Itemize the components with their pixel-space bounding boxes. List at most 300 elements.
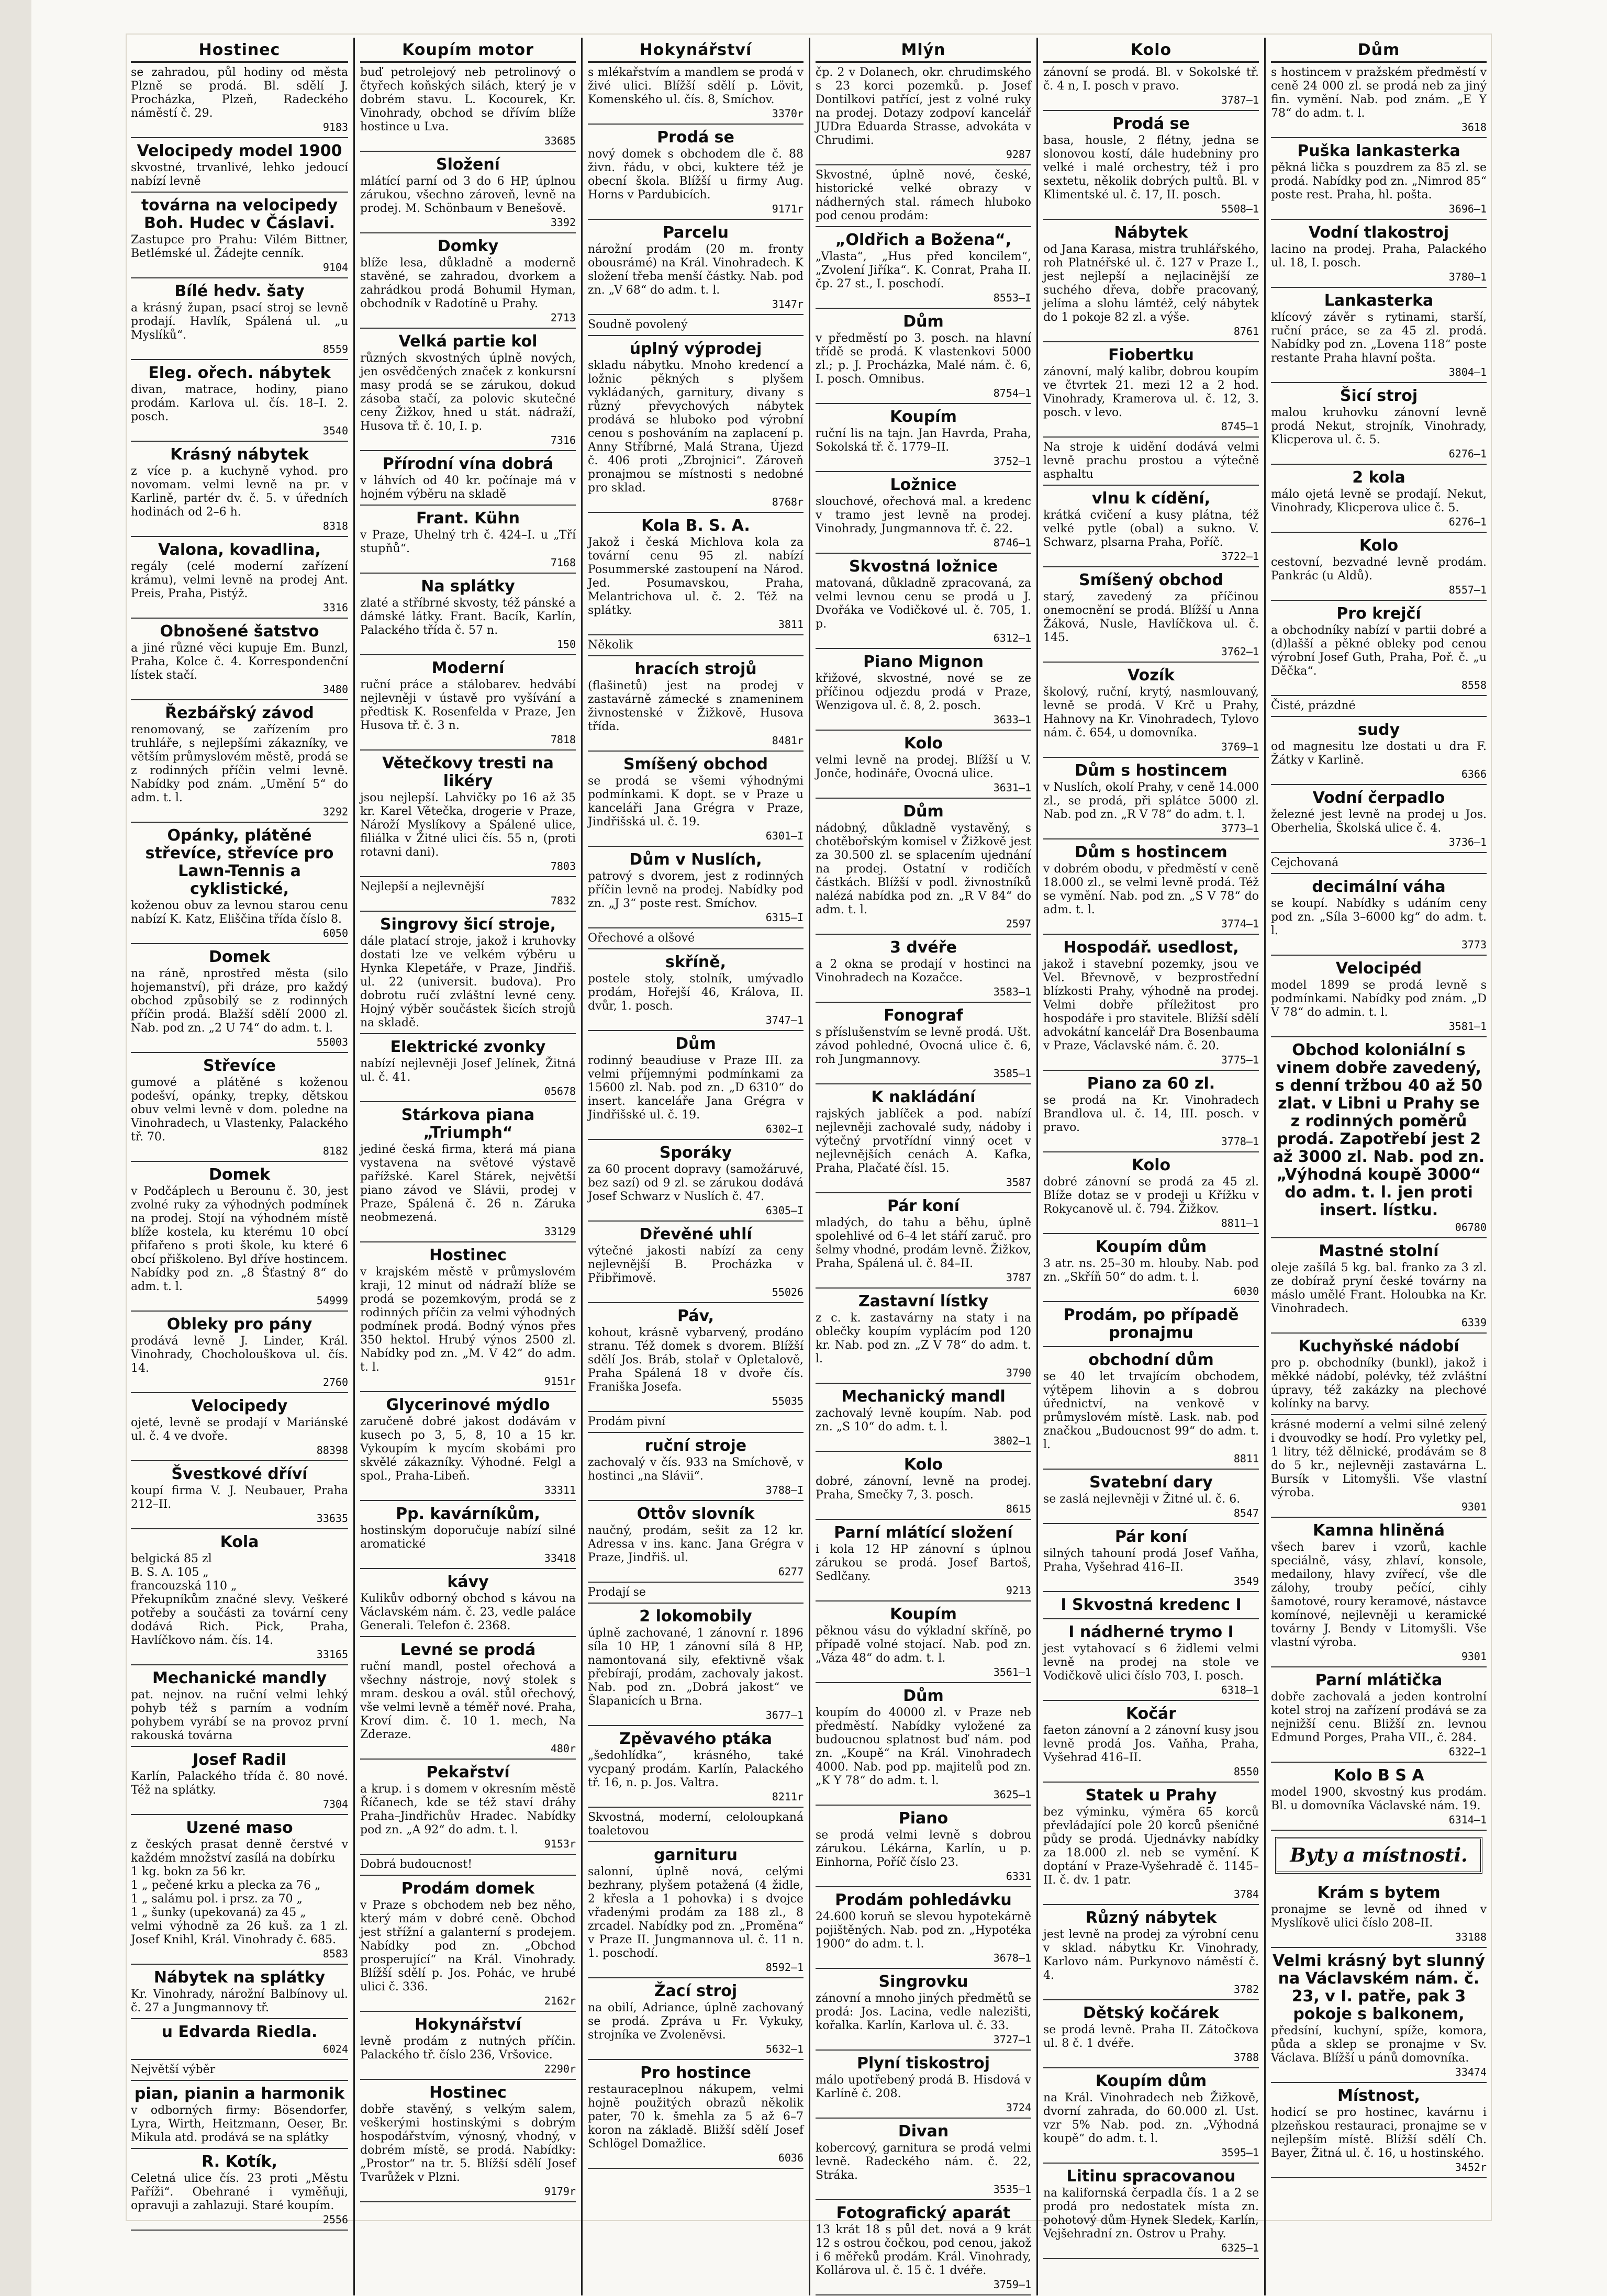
ad-title: Mastné stolní — [1319, 1242, 1439, 1260]
ad-code: 9213 — [1006, 1584, 1031, 1597]
ad-code: 7168 — [550, 556, 576, 569]
ad-body: Skvostné, úplně nové, české, historické velké obrazy v nádherných stal. rámech hluboko pod cenou prodám: — [816, 169, 1031, 222]
ad-body: Zastupce pro Prahu: Vilém Bittner, Betlémské ul. Žádejte cenník. — [131, 233, 348, 260]
ad-code: 2162r — [544, 1995, 576, 2007]
ad-code: 3585–1 — [993, 1067, 1031, 1080]
ad-body: nádobný, důkladně vystavěný, s chotěbořským komisel v Žižkově jest za 30.500 zl. se splacením ujednání na prodej. Ostatní v rodičích částkách. Blížší v podl. živnostníků nalézá nabídka pod zn. „R V 84“ do adm. t. l. — [816, 822, 1031, 916]
ad-body: 3 atr. ns. 25–30 m. hlouby. Nab. pod zn. „Skříň 50“ do adm. t. l. — [1043, 1257, 1259, 1284]
ad-body: mladých, do tahu a běhu, úplně spolehlivé od 6–4 let stáří zaruč. pro šelmy vhodné, prodám levně. Žižkov, Praha, Spálená ul. č. 84–II. — [816, 1216, 1031, 1270]
ad-title: Fonograf — [884, 1006, 963, 1025]
classified-ad — [131, 1965, 348, 2019]
ad-title: Hokynářství — [415, 2015, 521, 2034]
ad-body: silných tahouní prodá Josef Vaňha, Praha, Vyšehrad 416–II. — [1043, 1547, 1259, 1574]
classified-ad — [360, 1242, 576, 1392]
ad-code: 3677–1 — [765, 1709, 804, 1721]
classified-ad — [360, 1034, 576, 1102]
classified-ad — [816, 799, 1031, 935]
classified-ad — [360, 751, 576, 877]
ad-body: zánovní se prodá. Bl. v Sokolské tř. č. 4 n, I. posch v pravo. — [1043, 66, 1259, 93]
ad-body: zánovní a mnoho jiných předmětů se prodá: Jos. Lacina, vedle nalezišti, kořalka. Karlín, Karlova ul. č. 33. — [816, 1992, 1031, 2032]
ad-title: Singrovy šicí stroje, — [380, 915, 556, 934]
classified-ad — [1271, 1763, 1487, 1831]
classified-ad — [816, 404, 1031, 472]
column-2 — [353, 38, 581, 2295]
ad-body: od Jana Karasa, mistra truhlářského, roh Platnéřské ul. č. 127 v Praze I., jest nejlepší a nejlacinější ze suchého dřeva, dobře pracovaný, jelíma a slohu lámtéž, celý nábytek do 1 pokoje 82 zl. a výše. — [1043, 243, 1259, 324]
ad-title: Kola B. S. A. — [641, 517, 750, 535]
classified-ad — [360, 1876, 576, 2012]
ad-body: pěknou vásu do výkladní skříně, po případě volné stojací. Nab. pod zn. „Váza 48“ do adm. t. l. — [816, 1625, 1031, 1665]
ad-body: s mlékařstvím a mandlem se prodá v živé ulici. Blížší sdělí p. Lövit, Komenského ul. čís. 8, Smíchov. — [588, 66, 804, 106]
ad-title: Domky — [437, 237, 499, 255]
column-header: Kolo — [1043, 38, 1259, 63]
ad-code: 3581–1 — [1448, 1020, 1487, 1033]
ad-code: 6277 — [778, 1565, 804, 1578]
ad-body: od magnesitu lze dostati u dra F. Žátky v Karlině. — [1271, 740, 1487, 767]
ad-code: 33188 — [1455, 1931, 1487, 1943]
classified-ad — [1271, 220, 1487, 288]
ad-body: a obchodníky nabízí v partii dobré a (d)lašší a pěkné obleky pod cenou výrobní Josef Guth, Praha, Poř. č. „u Děčka“. — [1271, 624, 1487, 678]
ad-body: matovaná, důkladně zpracovaná, za velmi levnou cenu se prodá u J. Dvořáka ve Vodičkové ul. č. 705, 1. p. — [816, 577, 1031, 631]
ad-title: Piano — [898, 1809, 948, 1828]
ad-code: 3787 — [1006, 1271, 1031, 1284]
ad-code: 8583 — [322, 1947, 348, 1960]
classified-ad — [816, 1289, 1031, 1384]
classified-ad — [588, 1412, 804, 1433]
ad-body: bez výminku, výměra 65 korců převládající pole 20 korců pšeničné půdy se prodá. Ujednávky nabídky za 18.000 zl. neb se vymění. K doptání v Praze-Vyšehradě č. 1145–II. č. dv. 1 patr. — [1043, 1806, 1259, 1887]
classified-ad — [131, 193, 348, 278]
ad-body: (flašinetů) jest na prodej v zastavárně zámecké s znameninem živnostenské v Žižkově, Husova třída. — [588, 679, 804, 733]
ad-body: cestovní, bezvadné levně prodám. Pankrác (u Aldů). — [1271, 556, 1487, 583]
ad-body: postele stoly, stolník, umývadlo prodám, Hořejší 46, Králova, II. dvůr, 1. posch. — [588, 972, 804, 1013]
ad-body: krásné moderní a velmi silné zelený i dvouvodky se hodí. Pro vyletky pel, 1 litry, též dělnické, prodávám se 8 do 5 kr., nejlevněji zastavárna L. Bursík v Litomyšli. Vše vlastní výroba. — [1271, 1418, 1487, 1499]
classified-ad — [816, 1601, 1031, 1683]
ad-body: malou kruhovku zánovní levně prodá Nekut, strojník, Vinohrady, Klicperova ul. č. 5. — [1271, 406, 1487, 446]
ad-body: málo ojetá levně se prodají. Nekut, Vinohrady, Klicperova ulice č. 5. — [1271, 488, 1487, 514]
ad-body: se prodá se všemi výhodnými podmínkami. K dopt. se v Praze u kanceláři Jana Grégra v Praze, Jindřišská ul. č. 19. — [588, 775, 804, 828]
ad-title: Vozík — [1128, 666, 1175, 685]
classified-ad — [588, 2060, 804, 2169]
ad-code: 8558 — [1461, 679, 1487, 691]
column-header: Hostinec — [131, 38, 348, 63]
ad-code: 55003 — [316, 1036, 348, 1048]
classified-ad — [1271, 288, 1487, 383]
ad-code: 9104 — [322, 261, 348, 274]
ad-code: 6325–1 — [1221, 2242, 1259, 2254]
classified-ad — [131, 1665, 348, 1747]
ad-body: ojeté, levně se prodají v Mariánské ul. č. 4 ve dvoře. — [131, 1416, 348, 1443]
ad-code: 8182 — [322, 1145, 348, 1157]
ad-body: ruční lis na tajn. Jan Havrda, Praha, Sokolská tř. č. 1779–II. — [816, 427, 1031, 454]
ad-body: Kulikův odborný obchod s kávou na Václavském nám. č. 23, vedle paláce Generali. Telefon č. 2368. — [360, 1592, 576, 1632]
ad-title: Šicí stroj — [1340, 387, 1418, 405]
ad-code: 33165 — [316, 1648, 348, 1661]
classified-ad — [1043, 486, 1259, 567]
ad-body: na kalifornská čerpadla čís. 1 a 2 se prodá pro nedostatek místa zn. pohotový dům Hynek Sledek, Karlín, Vejšehradní zn. Ostrov u Prahy. — [1043, 2187, 1259, 2241]
ad-body: jest vytahovací s 6 židlemi velmi levně na prodej na stole ve Vodičkově ulici číslo 703, I. posch. — [1043, 1642, 1259, 1683]
ad-title: Velmi krásný byt slunný na Václavském nám. č. 23, v I. patře, pak 3 pokoje s balkonem, — [1273, 1952, 1485, 2023]
ad-code: 3736–1 — [1448, 836, 1487, 848]
classified-ad — [816, 309, 1031, 404]
ad-title: „Oldřich a Božena“, — [835, 231, 1012, 249]
classified-ad — [131, 63, 348, 138]
ad-body: s hostincem v pražském předměstí v ceně 24 000 zl. se prodá neb za jiný fin. vymění. Nab. pod znám. „E Y 78“ do adm. t. l. — [1271, 66, 1487, 120]
ad-body: výtečné jakosti nabízí za ceny nejlevnější B. Procházka v Přibřimově. — [588, 1245, 804, 1285]
classified-ad — [588, 1842, 804, 1978]
ad-body: dále platací stroje, jakož i kruhovky dostati lze ve velkém výběru u Hynka Klepetáře, v Praze, Jindřiš. ul. 22 (universit. budova). Pro dobrotu ručí zvláštní levné ceny. Hojný výběr součástek šicích strojů na skladě. — [360, 935, 576, 1029]
classified-ad — [360, 1855, 576, 1876]
ad-code: 7316 — [550, 434, 576, 446]
classified-ad — [1271, 956, 1487, 1037]
ad-title: sudy — [1357, 721, 1400, 739]
classified-ad — [588, 1604, 804, 1726]
classified-ad — [816, 63, 1031, 165]
ad-title: Plyní tiskostroj — [856, 2054, 990, 2073]
ad-title: Mechanické mandly — [152, 1669, 327, 1687]
ad-code: 8557–1 — [1448, 584, 1487, 596]
ad-body: v krajském městě v průmyslovém kraji, 12 minut od nádraží blíže se prodá se pozemkovým, prodá se z rodinných příčin za velmi výhodných podmínek prodá. Bodný výnos přes 350 hektol. Hrubý výnos 2500 zl. Nabídky pod zn. „M. V 42“ do adm. t. l. — [360, 1265, 576, 1374]
classified-ad — [588, 63, 804, 125]
classified-ad — [131, 360, 348, 442]
column-5 — [1036, 38, 1264, 2295]
classified-ad — [588, 315, 804, 336]
ad-body: se prodá levně. Praha II. Zátočkova ul. 8 č. 1 dvéře. — [1043, 2023, 1259, 2050]
ad-title: Dům v Nuslích, — [629, 850, 762, 869]
classified-ad — [131, 1529, 348, 1665]
ad-body: oleje zašílá 5 kg. bal. franko za 3 zl. ze dobíraž pryní české továrny na máslo umělé Frant. Holoubka na Kr. Vinohradech. — [1271, 1261, 1487, 1315]
ad-code: 6024 — [322, 2043, 348, 2055]
ad-title: Krám s bytem — [1317, 1884, 1441, 1902]
ad-code: 6322–1 — [1448, 1745, 1487, 1758]
ad-title: Singrovku — [878, 1973, 968, 1991]
ad-body: klícový závěr s rytinami, starší, ruční práce, se za 45 zl. prodá. Nabídky pod zn. „Lovena 118“ poste restante Praha hlavní pošta. — [1271, 311, 1487, 365]
classified-ad — [131, 700, 348, 823]
ad-columns — [126, 38, 1492, 2291]
ad-body: v dobrém obodu, v předměstí v ceně 18.000 zl., se velmi levně prodá. Též se vymění. Nab. pod zn. „S V 78“ do adm. t. l. — [1043, 863, 1259, 916]
ad-code: 6339 — [1461, 1316, 1487, 1329]
ad-title: Kolo — [1131, 1156, 1171, 1174]
ad-code: 88398 — [316, 1444, 348, 1457]
classified-ad — [588, 928, 804, 949]
classified-ad — [1271, 383, 1487, 465]
ad-title: Vodní tlakostroj — [1308, 223, 1449, 242]
ad-title: Glycerinové mýdlo — [386, 1396, 550, 1414]
ad-body: a jiné různé věci kupuje Em. Bunzl, Praha, Kolce č. 4. Korrespondenční lístek stačí. — [131, 642, 348, 682]
classified-ad — [1043, 1592, 1259, 1619]
ad-body: v Praze s obchodem neb bez něho, který mám v dobré ceně. Obchod jest střížní a galanterní s prodejem. Nabídky pod zn. „Obchod prosperující“ na Král. Vinohrady. Blížší sdělí p. Jos. Pohác, ve hrubé ulici č. 336. — [360, 1899, 576, 1993]
ad-body: čp. 2 v Dolanech, okr. chrudimského s 23 korci pozemků. p. Josef Dontilkovi patřící, jest z volné ruky na prodej. Dotazy zodpoví kancelář JUDra Eduarda Strasse, advokáta v Chrudimi. — [816, 66, 1031, 147]
classified-ad — [588, 125, 804, 220]
ad-code: 3480 — [322, 683, 348, 696]
ad-body: basa, housle, 2 flétny, jedna se slonovou kostí, dále hudebniny pro velké i malé orchestry, též i pro sextetu, několik dobrých pultů. Bl. v Klimentské ul. č. 17, II. posch. — [1043, 134, 1259, 201]
ad-body: skvostné, trvanlivé, lehko jedoucí nabízí levně — [131, 161, 348, 188]
ad-title: u Edvarda Riedla. — [161, 2023, 318, 2041]
ad-code: 3583–1 — [993, 985, 1031, 998]
ad-code: 8553–I — [993, 292, 1031, 304]
ad-code: 8318 — [322, 520, 348, 532]
classified-ad — [360, 2012, 576, 2080]
ad-title: Velocipéd — [1335, 959, 1422, 978]
ad-title: I nádherné trymo I — [1068, 1623, 1234, 1641]
classified-ad — [816, 1193, 1031, 1289]
ad-title: Kuchyňské nádobí — [1298, 1337, 1459, 1356]
ad-body: zachovalý v čís. 933 na Smíchově, v hostinci „na Slávii“. — [588, 1456, 804, 1483]
ad-title: Zastavní lístky — [858, 1292, 989, 1311]
ad-code: 9183 — [322, 121, 348, 133]
ad-title: Dům — [903, 802, 944, 821]
ad-code: 8592–1 — [765, 1961, 804, 1974]
ad-body: se prodá velmi levně s dobrou zárukou. Lékárna, Karlín, u p. Einhorna, Poříč číslo 23. — [816, 1829, 1031, 1869]
ad-title: Švestkové dříví — [171, 1465, 308, 1483]
ad-code: 3780–1 — [1448, 271, 1487, 283]
ad-body: velmi levně na prodej. Blížší u V. Jonče, hodináře, Ovocná ulice. — [816, 754, 1031, 780]
ad-code: 05678 — [544, 1085, 576, 1097]
classified-ad — [1043, 1347, 1259, 1470]
ad-title: Pár koní — [1114, 1528, 1188, 1546]
ad-title: Zpěvavého ptáka — [619, 1730, 772, 1748]
classified-ad — [1043, 2000, 1259, 2068]
ad-title: Kolo B S A — [1333, 1766, 1424, 1785]
classified-ad — [360, 1102, 576, 1242]
classified-ad — [131, 619, 348, 700]
classified-ad — [816, 2119, 1031, 2200]
ad-code: 3784 — [1233, 1888, 1259, 1900]
classified-ad — [816, 2200, 1031, 2295]
classified-ad — [816, 1003, 1031, 1084]
ad-title: 2 lokomobily — [639, 1607, 752, 1626]
classified-ad — [360, 506, 576, 574]
classified-ad — [588, 1726, 804, 1808]
classified-ad — [1271, 1518, 1487, 1667]
classified-ad — [1043, 1234, 1259, 1302]
classified-ad — [1271, 1238, 1487, 1334]
ad-body: na ráně, nprostřed města (silo hojemanství), při dráze, pro každý obchod způsobilý se z rodinných příčin prodá. Blažší sdělí 2000 zl. Nab. pod zn. „2 U 74“ do adm. t. l. — [131, 967, 348, 1035]
classified-ad — [1271, 63, 1487, 138]
ad-title: Složení — [436, 155, 500, 174]
newspaper-page — [126, 33, 1492, 2291]
ad-title: továrna na velocipedy Boh. Hudec v Čáslavi. — [141, 196, 338, 232]
ad-code: 33129 — [544, 1225, 576, 1238]
column-header: Hokynářství — [588, 38, 804, 63]
ad-code: 3802–1 — [993, 1435, 1031, 1447]
ad-code: 3452r — [1455, 2161, 1487, 2174]
column-header: Koupím motor — [360, 38, 576, 63]
ad-body: v Praze, Uhelný trh č. 424–I. u „Tří stupňů“. — [360, 529, 576, 555]
classified-ad — [360, 233, 576, 329]
ad-body: a 2 okna se prodají v hostinci na Vinohradech na Kozačce. — [816, 958, 1031, 984]
ad-body: restauraceplnou nákupem, velmi hojně použitých obrazů několik pater, 70 k. šmehla za 5 až 6–7 koron na základě. Bližší sdělí Josef Schlögel Domažlice. — [588, 2083, 804, 2151]
ad-title: Parcelu — [663, 223, 729, 242]
classified-ad — [816, 935, 1031, 1003]
ad-body: za 60 procent dopravy (samožáruvé, bez sazí) od 9 zl. se zárukou dodává Josef Schwarz v Nuslích č. 47. — [588, 1163, 804, 1203]
ad-body: renomovaný, se zařízením pro truhláře, s nejlepšími zákazníky, ve větším průmyslovém městě, prodá se z rodinných příčin velmi levně. Nabídky pod znám. „Umění 5“ do adm. t. l. — [131, 723, 348, 804]
classified-ad — [1271, 717, 1487, 785]
ad-title: úplný výprodej — [629, 340, 762, 358]
ad-code: 3316 — [322, 601, 348, 614]
ad-body: jakož i stavební pozemky, jsou ve Vel. Břevnově, v bezprostřední blízkosti Prahy, výhodně na prodej. Velmi dobře příležitost pro hospodáře i pro stavitele. Blížší sdělí advokátní kancelář Dra Bosenbauma v Praze, Václavské nám. č. 20. — [1043, 958, 1259, 1052]
ad-title: Dům — [903, 312, 944, 331]
ad-body: v Nuslích, okolí Prahy, v ceně 14.000 zl., se prodá, při splátce 5000 zl. Nab. pod zn. „R V 78“ do adm. t. l. — [1043, 781, 1259, 821]
classified-ad — [816, 227, 1031, 309]
ad-title: 2 kola — [1352, 468, 1405, 487]
ad-code: 3392 — [550, 216, 576, 229]
ad-body: železné jest levně na prodej u Jos. Oberhelia, Školská ulice č. 4. — [1271, 808, 1487, 835]
ad-code: 3782 — [1233, 1983, 1259, 1996]
ad-title: Statek u Prahy — [1085, 1786, 1217, 1805]
column-3 — [581, 38, 809, 2295]
classified-ad — [816, 1806, 1031, 1887]
classified-ad — [131, 2081, 348, 2149]
ad-code: 3561–1 — [993, 1666, 1031, 1678]
ad-code: 9179r — [544, 2185, 576, 2198]
ad-title: Velocipedy — [191, 1397, 288, 1415]
ad-code: 55035 — [772, 1395, 804, 1407]
ad-body: Celetná ulice čís. 23 proti „Městu Paříži“. Obehrané i vyměňuji, opravuji a zahlazuji. Staré koupím. — [131, 2172, 348, 2212]
ad-body: lacino na prodej. Praha, Palackého ul. 18, I. posch. — [1271, 243, 1487, 270]
classified-ad — [1043, 1302, 1259, 1347]
ad-body: buď petrolejový neb petrolinový o čtyřech koňských silách, který je v dobrém stavu. L. Kocourek, Kr. Vinohrady, obchod se dřívím blíže hostince u Lva. — [360, 66, 576, 133]
classified-ad — [1043, 1071, 1259, 1152]
classified-ad — [588, 336, 804, 513]
ad-body: v Podčáplech u Berounu č. 30, jest zvolné ruky za výhodných podmínek na prodej. Stojí na výhodném místě blíže kostela, ku kterému 10 obcí přifařeno s proti škole, ku které 6 obcí přiškoleno. Byl dříve hostincem. Nabídky pod zn. „8 Šťastný 8“ do adm. t. l. — [131, 1185, 348, 1293]
ad-code: 3633–1 — [993, 713, 1031, 726]
ad-title: Pár koní — [887, 1197, 960, 1215]
ad-code: 3804–1 — [1448, 366, 1487, 378]
ad-title: Fotografický aparát — [836, 2204, 1011, 2222]
ad-body: z c. k. zastavárny na staty i na oblečky koupím vyplácím pod 120 kr. Nab. pod zn. „Z V 78“ do adm. t. l. — [816, 1312, 1031, 1365]
ad-code: 55026 — [772, 1286, 804, 1298]
ad-title: Stárkova piana „Triumph“ — [401, 1106, 535, 1142]
classified-ad — [1043, 2068, 1259, 2164]
classified-ad — [1043, 1470, 1259, 1524]
ad-title: Otto̊v slovník — [637, 1505, 755, 1523]
ad-body: naučný, prodám, sešit za 12 kr. Adressa v ins. kanc. Jana Grégra v Praze, Jindřiš. ul. — [588, 1524, 804, 1564]
classified-ad — [816, 1969, 1031, 2051]
ad-title: Dětský kočárek — [1083, 2004, 1220, 2022]
classified-ad — [1271, 785, 1487, 853]
classified-ad — [1043, 1619, 1259, 1701]
classified-ad — [1043, 1905, 1259, 2000]
ad-code: 8745–1 — [1221, 420, 1259, 433]
ad-title: I Skvostná kredenc I — [1061, 1596, 1242, 1614]
ad-title: Řezbářský závod — [165, 704, 314, 722]
classified-ad — [1271, 138, 1487, 220]
column-6 — [1264, 38, 1492, 2295]
classified-ad — [360, 912, 576, 1034]
ad-title: Pro hostince — [640, 2064, 751, 2082]
ad-body: jediné česká firma, která má piana vystavena na světové výstavě pařížské. Karel Stárek, největší piano závod ve Slávii, prodej v Praze, Spálená č. 26 n. Záruka neobmezená. — [360, 1143, 576, 1224]
ad-body: zaručeně dobré jakost dodávám v kusech po 3, 5, 8, 10 a 15 kr. Vykoupím k mycím skobámi pro skvělé zákazníky. Výhodné. Felgl a spol., Praha-Libeň. — [360, 1415, 576, 1483]
ad-title: Koupím dům — [1095, 2072, 1207, 2090]
ad-body: v předměstí po 3. posch. na hlavní třídě se prodá. K vlastenkovi 5000 zl.; p. J. Procházka, Malé nám. č. 6, I. posch. Omnibus. — [816, 332, 1031, 386]
ad-code: 3724 — [1006, 2101, 1031, 2114]
ad-body: blíže lesa, důkladně a moderně stavěné, se zahradou, dvorkem a zahrádkou prodá Bohumil Hyman, obchodník v Radotíně u Prahy. — [360, 256, 576, 310]
ad-title: garnituru — [653, 1846, 738, 1864]
ad-title: Pekařství — [426, 1763, 510, 1782]
ad-code: 8811–1 — [1221, 1217, 1259, 1229]
ad-code: 6331 — [1006, 1870, 1031, 1883]
ad-code: 6366 — [1461, 768, 1487, 780]
ad-body: Na stroje k uidění dodává velmi levně prachu prostou a výtečně asphaltu — [1043, 441, 1259, 481]
ad-code: 3773–1 — [1221, 822, 1259, 835]
ad-body: kobercový, garnitura se prodá velmi levně. Radeckého nám. č. 22, Stráka. — [816, 2142, 1031, 2182]
ad-body: regály (celé moderní zařízení krámu), velmi levně na prodej Ant. Preis, Praha, Pistýž. — [131, 560, 348, 600]
ad-code: 2597 — [1006, 917, 1031, 930]
ad-body: Největší výběr — [131, 2063, 216, 2076]
classified-ad — [816, 1520, 1031, 1601]
classified-ad — [588, 220, 804, 315]
ad-body: se koupí. Nabídky s udáním ceny pod zn. „Síla 3–6000 kg“ do adm. t. l. — [1271, 897, 1487, 937]
ad-title: Střevíce — [203, 1057, 276, 1075]
ad-title: Parní mlátící složení — [834, 1524, 1013, 1542]
ad-title: Koupím dům — [1095, 1238, 1207, 1256]
ad-code: 8550 — [1233, 1765, 1259, 1778]
ad-title: Prodá se — [657, 128, 734, 147]
ad-title: Uzené maso — [186, 1819, 293, 1837]
section-header-box: Byty a místnosti. — [1275, 1837, 1482, 1874]
classified-ad — [360, 655, 576, 751]
ad-code: 5508–1 — [1221, 203, 1259, 215]
ad-body: v láhvích od 40 kr. počínaje má v hojném výběru na skladě — [360, 474, 576, 501]
ad-body: kohout, krásně vybarvený, prodáno stranu. Též domek s dvorem. Blížší sdělí Jos. Bráb, stolař v Opletalově, Praha Spálená 18 v dvoře čís. Franiška Josefa. — [588, 1326, 804, 1394]
ad-code: 5632–1 — [765, 2043, 804, 2055]
ad-title: Hostinec — [429, 2084, 507, 2102]
classified-ad — [1043, 663, 1259, 758]
ad-title: hracích strojů — [634, 660, 757, 678]
classified-ad — [588, 949, 804, 1031]
ad-title: Kolo — [903, 734, 943, 753]
ad-body: všech barev i vzorů, kachle speciálně, vásy, zhlaví, konsole, medailony, hlavy zvířecí, vše dle zálohy, trouby pečící, cihly šamotové, roury keramové, nástavce komínové, nejlevněji u keramické továrny J. Bendy v Litomyšli. Vše vlastní výroba. — [1271, 1541, 1487, 1649]
ad-body: dobré zánovní se prodá za 45 zl. Blíže dotaz se v prodeji u Křížku v Rokycanově ul. č. 794. Žižkov. — [1043, 1175, 1259, 1216]
ad-body: Ořechové a olšové — [588, 932, 695, 945]
ad-title: Velká partie kol — [398, 332, 538, 351]
ad-code: 33635 — [316, 1512, 348, 1525]
ad-title: Přírodní vína dobrá — [382, 455, 554, 473]
column-header: Mlýn — [816, 38, 1031, 63]
ad-title: Prodá se — [1112, 115, 1190, 133]
ad-code: 6276–1 — [1448, 516, 1487, 528]
classified-ad — [131, 442, 348, 537]
ad-code: 3540 — [322, 424, 348, 437]
ad-code: 150 — [556, 638, 576, 651]
classified-ad — [1043, 438, 1259, 486]
ad-code: 8811 — [1233, 1452, 1259, 1465]
ad-title: Dům — [675, 1035, 716, 1053]
classified-ad — [816, 554, 1031, 649]
ad-body: pronajme se levně od ihned v Myslíkově ulici číslo 208–II. — [1271, 1903, 1487, 1930]
ad-code: 3787–1 — [1221, 94, 1259, 106]
ad-title: Pp. kavárníkům, — [396, 1505, 540, 1523]
ad-code: 7803 — [550, 860, 576, 872]
ad-code: 6036 — [778, 2152, 804, 2164]
ad-title: pian, pianin a harmonik — [134, 2085, 345, 2103]
ad-body: Skvostná, moderní, celoloupkaná toaletovou — [588, 1811, 804, 1838]
ad-body: Dobrá budoucnost! — [360, 1858, 473, 1871]
ad-body: pěkná lička s pouzdrem za 85 zl. se prodá. Nabídky pod zn. „Nimrod 85“ poste rest. Praha, hl. pošta. — [1271, 161, 1487, 201]
ad-code: 54999 — [316, 1294, 348, 1307]
classified-ad — [588, 1583, 804, 1604]
ad-code: 06780 — [1455, 1221, 1487, 1234]
ad-code: 33474 — [1455, 2066, 1487, 2078]
ad-title: Eleg. ořech. nábytek — [148, 364, 331, 382]
ad-title: Bílé hedv. šaty — [174, 282, 305, 300]
ad-title: Hostinec — [429, 1246, 507, 1264]
ad-title: Obnošené šatstvo — [160, 622, 319, 641]
ad-body: Cejchovaná — [1271, 856, 1339, 869]
ad-code: 6302–I — [765, 1123, 804, 1135]
ad-body: málo upotřebený prodá B. Hisdová v Karlíně č. 208. — [816, 2074, 1031, 2100]
ad-title: Krásný nábytek — [170, 445, 309, 464]
classified-ad — [816, 165, 1031, 227]
